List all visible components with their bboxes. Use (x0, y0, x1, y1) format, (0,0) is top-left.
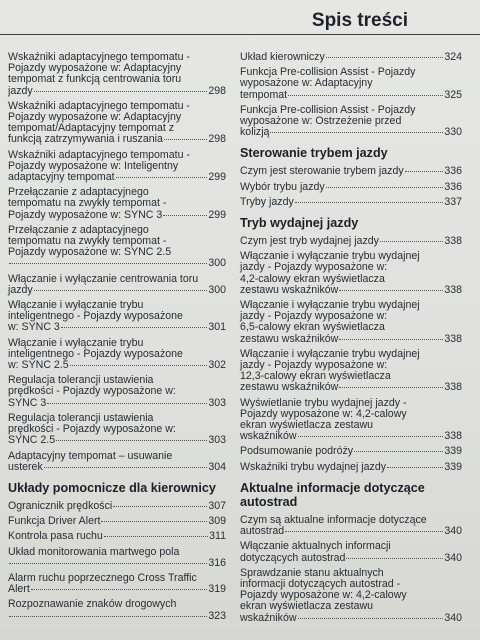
toc-section-heading: Aktualne informacje dotyczące autostrad (240, 480, 425, 509)
toc-entry-line: Pojazdy wyposażone w: Adaptacyjny (8, 62, 182, 75)
toc-page-number: 311 (209, 530, 226, 543)
toc-entry-line: adaptacyjny tempomat (8, 171, 115, 184)
toc-entry-line: prędkości - Pojazdy wyposażone w: (8, 423, 176, 436)
toc-entry[interactable] (240, 251, 462, 296)
toc-entry-line: Kontrola pasa ruchu (8, 530, 103, 543)
toc-page-number: 339 (444, 445, 462, 458)
toc-page-number: 340 (444, 551, 462, 564)
toc-page-number: 337 (444, 195, 462, 208)
page-title: Spis treści (311, 10, 408, 31)
dot-leader (163, 215, 207, 216)
toc-entry-line: Czym jest tryb wydajnej jazdy (240, 235, 379, 248)
dot-leader (34, 91, 208, 92)
toc-entry-line: jazdy - Pojazdy wyposażone w: (240, 310, 388, 323)
dot-leader (61, 327, 208, 328)
toc-entry-line: w: SYNC 3 (8, 321, 60, 334)
toc-page-number: 338 (444, 235, 462, 248)
dot-leader (354, 451, 443, 452)
toc-entry-line: Regulacja tolerancji ustawienia (8, 374, 154, 387)
toc-entry-line: funkcją zatrzymywania i ruszania (8, 133, 163, 146)
dot-leader (405, 171, 444, 172)
toc-page-number: 299 (208, 208, 226, 221)
toc-entry-line: inteligentnego - Pojazdy wyposażone (8, 310, 183, 323)
toc-entry-line: Włączanie aktualnych informacji (240, 540, 391, 553)
dot-leader (116, 177, 208, 178)
toc-entry-line: jazdy (8, 84, 33, 97)
toc-entry-line: Funkcja Driver Alert (8, 515, 101, 528)
toc-entry-line: Układ monitorowania martwego pola (8, 545, 180, 558)
toc-page-number: 338 (444, 332, 462, 345)
toc-entry[interactable] (240, 398, 462, 443)
toc-entry-line: inteligentnego - Pojazdy wyposażone (8, 347, 183, 360)
toc-entry-line: 4,2-calowy ekran wyświetlacza (240, 272, 385, 285)
toc-entry-line: tempomat/Adaptacyjny tempomat z (8, 122, 175, 135)
dot-leader (34, 290, 208, 291)
dot-leader (298, 618, 444, 619)
toc-page-number: 330 (444, 126, 462, 139)
toc-entry-line: w: SYNC 2.5 (8, 359, 69, 372)
dot-leader (44, 467, 208, 468)
toc-entry-line: Funkcja Pre-collision Assist - Pojazdy (240, 66, 416, 79)
dot-leader (56, 440, 207, 441)
toc-page-number: 338 (444, 430, 462, 443)
toc-entry[interactable] (240, 197, 462, 208)
toc-entry-line: wyposażone w: Adaptacyjny (240, 77, 373, 90)
toc-entry-line: tempomat (240, 88, 288, 101)
toc-entry-line: Przełączanie z adaptacyjnego (8, 223, 149, 236)
toc-entry-line: Czym są aktualne informacje dotyczące (240, 513, 427, 526)
toc-section-heading: Sterowanie trybem jazdy (240, 146, 388, 161)
toc-entry-line: Układ kierowniczy (240, 51, 325, 63)
toc-page-number: 340 (444, 611, 462, 624)
toc-page-number: 298 (208, 133, 226, 146)
toc-entry[interactable] (8, 274, 226, 296)
toc-entry-line: Funkcja Pre-collision Assist - Pojazdy (240, 103, 416, 116)
toc-entry-line: Tryby jazdy (240, 195, 294, 208)
toc-page-number: 319 (208, 583, 226, 596)
toc-entry-line: Pojazdy wyposażone w: SYNC 2.5 (8, 246, 172, 259)
toc-entry-line: tempomatu na zwykły tempomat - (8, 197, 167, 210)
toc-entry[interactable] (240, 105, 462, 139)
toc-entry-line: Regulacja tolerancji ustawienia (8, 411, 154, 424)
toc-page-number: 303 (208, 434, 226, 447)
dot-leader (288, 95, 443, 96)
toc-entry-line: Alert (8, 583, 30, 596)
toc-entry-line: usterek (8, 460, 43, 473)
toc-entry-line: Włączanie i wyłączanie trybu wydajnej (240, 250, 420, 263)
dot-leader (326, 187, 444, 188)
toc-entry-line: 6,5-calowy ekran wyświetlacza (240, 321, 385, 334)
toc-entry[interactable] (8, 599, 226, 621)
toc-page-number: 301 (208, 321, 226, 334)
toc-entry[interactable] (240, 349, 462, 394)
toc-entry-line: Pojazdy wyposażone w: Adaptacyjny (8, 111, 182, 124)
toc-entry-line: informacji dotyczących autostrad - (240, 577, 401, 590)
dot-leader (104, 536, 208, 537)
toc-page-number: 298 (208, 84, 226, 97)
toc-entry-line: Wybór trybu jazdy (240, 180, 325, 193)
toc-entry-line: jazdy (8, 283, 33, 296)
toc-entry-line: Pojazdy wyposażone w: 4,2-calowy (240, 589, 407, 602)
dot-leader (70, 365, 208, 366)
toc-entry-line: Pojazdy wyposażone w: Inteligentny (8, 159, 179, 172)
toc-entry-line: jazdy - Pojazdy wyposażone w: (240, 261, 388, 274)
dot-leader (339, 339, 443, 340)
toc-entry[interactable] (240, 300, 462, 345)
toc-entry-line: dotyczących autostrad (240, 551, 346, 564)
dot-leader (164, 139, 207, 140)
dot-leader (31, 589, 208, 590)
dot-leader (9, 616, 207, 617)
toc-page-number: 300 (208, 283, 226, 296)
toc-entry-line: Wskaźniki adaptacyjnego tempomatu - (8, 148, 190, 161)
toc-entry-line: Adaptacyjny tempomat – usuwanie (8, 449, 173, 462)
toc-entry[interactable] (240, 568, 462, 624)
page-header (0, 8, 480, 36)
toc-entry-line: wskaźników (240, 430, 297, 443)
toc-entry-line: Wyświetlanie trybu wydajnej jazdy - (240, 396, 407, 409)
toc-entry-line: kolizją (240, 126, 270, 139)
dot-leader (9, 563, 207, 564)
toc-entry-line: Włączanie i wyłączanie centrowania toru (8, 272, 199, 285)
toc-entry-line: Włączanie i wyłączanie trybu wydajnej (240, 347, 420, 360)
toc-entry[interactable] (8, 101, 226, 146)
dot-leader (47, 403, 207, 404)
toc-entry-line: SYNC 2.5 (8, 434, 56, 447)
toc-page-number: 299 (208, 171, 226, 184)
dot-leader (285, 531, 443, 532)
dot-leader (346, 558, 443, 559)
toc-right-column (240, 52, 462, 628)
toc-entry-line: ekran wyświetlacza zestawu (240, 600, 374, 613)
toc-page-number: 324 (444, 51, 462, 63)
dot-leader (298, 436, 444, 437)
toc-entry[interactable] (8, 187, 226, 221)
toc-entry-line: 12,3-calowy ekran wyświetlacza (240, 370, 391, 383)
toc-page-number: 316 (208, 556, 226, 569)
toc-entry-line: Ogranicznik prędkości (8, 499, 113, 512)
toc-entry[interactable] (8, 375, 226, 409)
header-divider (0, 34, 480, 35)
toc-section-heading: Tryb wydajnej jazdy (240, 216, 359, 231)
toc-entry-line: Włączanie i wyłączanie trybu (8, 336, 144, 349)
toc-entry[interactable] (8, 573, 226, 595)
toc-entry[interactable] (240, 515, 462, 537)
toc-entry-line: Podsumowanie podróży (240, 445, 354, 458)
toc-page-number: 309 (208, 515, 226, 528)
toc-page-number: 336 (444, 165, 462, 178)
toc-entry[interactable] (8, 338, 226, 372)
toc-page-number: 338 (444, 381, 462, 394)
toc-page-number: 323 (208, 609, 226, 622)
toc-page-number: 304 (208, 460, 226, 473)
toc-entry[interactable] (8, 531, 226, 542)
toc-left-column (8, 52, 226, 626)
dot-leader (339, 290, 443, 291)
toc-entry-line: Wskaźniki trybu wydajnej jazdy (240, 460, 387, 473)
toc-entry[interactable] (8, 451, 226, 473)
toc-entry-line: autostrad (240, 525, 285, 538)
toc-page-number: 302 (208, 359, 226, 372)
toc-entry-line: ekran wyświetlacza zestawu (240, 419, 374, 432)
toc-entry[interactable] (240, 182, 462, 193)
toc-entry[interactable] (240, 52, 462, 63)
toc-entry-line: prędkości - Pojazdy wyposażone w: (8, 385, 176, 398)
toc-entry-line: Wskaźniki adaptacyjnego tempomatu - (8, 51, 190, 63)
toc-entry-line: zestawu wskaźników (240, 381, 339, 394)
toc-entry-line: wskaźników (240, 611, 297, 624)
toc-entry[interactable] (8, 300, 226, 334)
toc-entry[interactable] (8, 150, 226, 184)
toc-page-number: 340 (444, 525, 462, 538)
toc-page-number: 338 (444, 283, 462, 296)
toc-entry[interactable] (240, 67, 462, 101)
dot-leader (295, 202, 444, 203)
dot-leader (113, 506, 207, 507)
dot-leader (101, 521, 207, 522)
toc-entry[interactable] (8, 501, 226, 512)
toc-page-number: 303 (208, 396, 226, 409)
toc-entry-line: zestawu wskaźników (240, 332, 339, 345)
toc-entry-line: Przełączanie z adaptacyjnego (8, 186, 149, 199)
toc-page-number: 307 (208, 499, 226, 512)
toc-entry-line: wyposażone w: Ostrzeżenie przed (240, 115, 402, 128)
toc-entry[interactable] (240, 446, 462, 457)
toc-entry-line: Wskaźniki adaptacyjnego tempomatu - (8, 99, 190, 112)
dot-leader (270, 132, 443, 133)
toc-section-heading: Układy pomocnicze dla kierownicy (8, 480, 216, 495)
toc-entry-line: jazdy - Pojazdy wyposażone w: (240, 359, 388, 372)
toc-entry-line: zestawu wskaźników (240, 283, 339, 296)
toc-page-number: 339 (444, 460, 462, 473)
dot-leader (326, 57, 444, 58)
toc-entry-line: tempomatu na zwykły tempomat - (8, 235, 167, 248)
toc-entry[interactable] (240, 166, 462, 177)
toc-entry[interactable] (8, 413, 226, 447)
dot-leader (9, 263, 207, 264)
toc-entry[interactable] (240, 462, 462, 473)
toc-entry-line: Włączanie i wyłączanie trybu wydajnej (240, 299, 420, 312)
toc-entry-line: Włączanie i wyłączanie trybu (8, 299, 144, 312)
toc-entry[interactable] (8, 225, 226, 270)
toc-page-number: 336 (444, 180, 462, 193)
toc-entry[interactable] (240, 541, 462, 563)
toc-page-number: 325 (444, 88, 462, 101)
toc-entry-line: Pojazdy wyposażone w: SYNC 3 (8, 208, 163, 221)
toc-entry-line: Alarm ruchu poprzecznego Cross Traffic (8, 571, 197, 584)
toc-entry-line: Pojazdy wyposażone w: 4,2-calowy (240, 407, 407, 420)
toc-entry-line: tempomat z funkcją centrowania toru (8, 73, 182, 86)
toc-entry-line: Rozpoznawanie znaków drogowych (8, 598, 177, 611)
toc-entry[interactable] (240, 236, 462, 247)
toc-entry-line: Sprawdzanie stanu aktualnych (240, 566, 384, 579)
dot-leader (339, 387, 443, 388)
toc-entry[interactable] (8, 52, 226, 97)
toc-entry-line: SYNC 3 (8, 396, 47, 409)
toc-entry[interactable] (8, 516, 226, 527)
toc-entry-line: Czym jest sterowanie trybem jazdy (240, 165, 404, 178)
dot-leader (387, 467, 443, 468)
dot-leader (380, 241, 443, 242)
toc-page-number: 300 (208, 257, 226, 270)
toc-entry[interactable] (8, 547, 226, 569)
